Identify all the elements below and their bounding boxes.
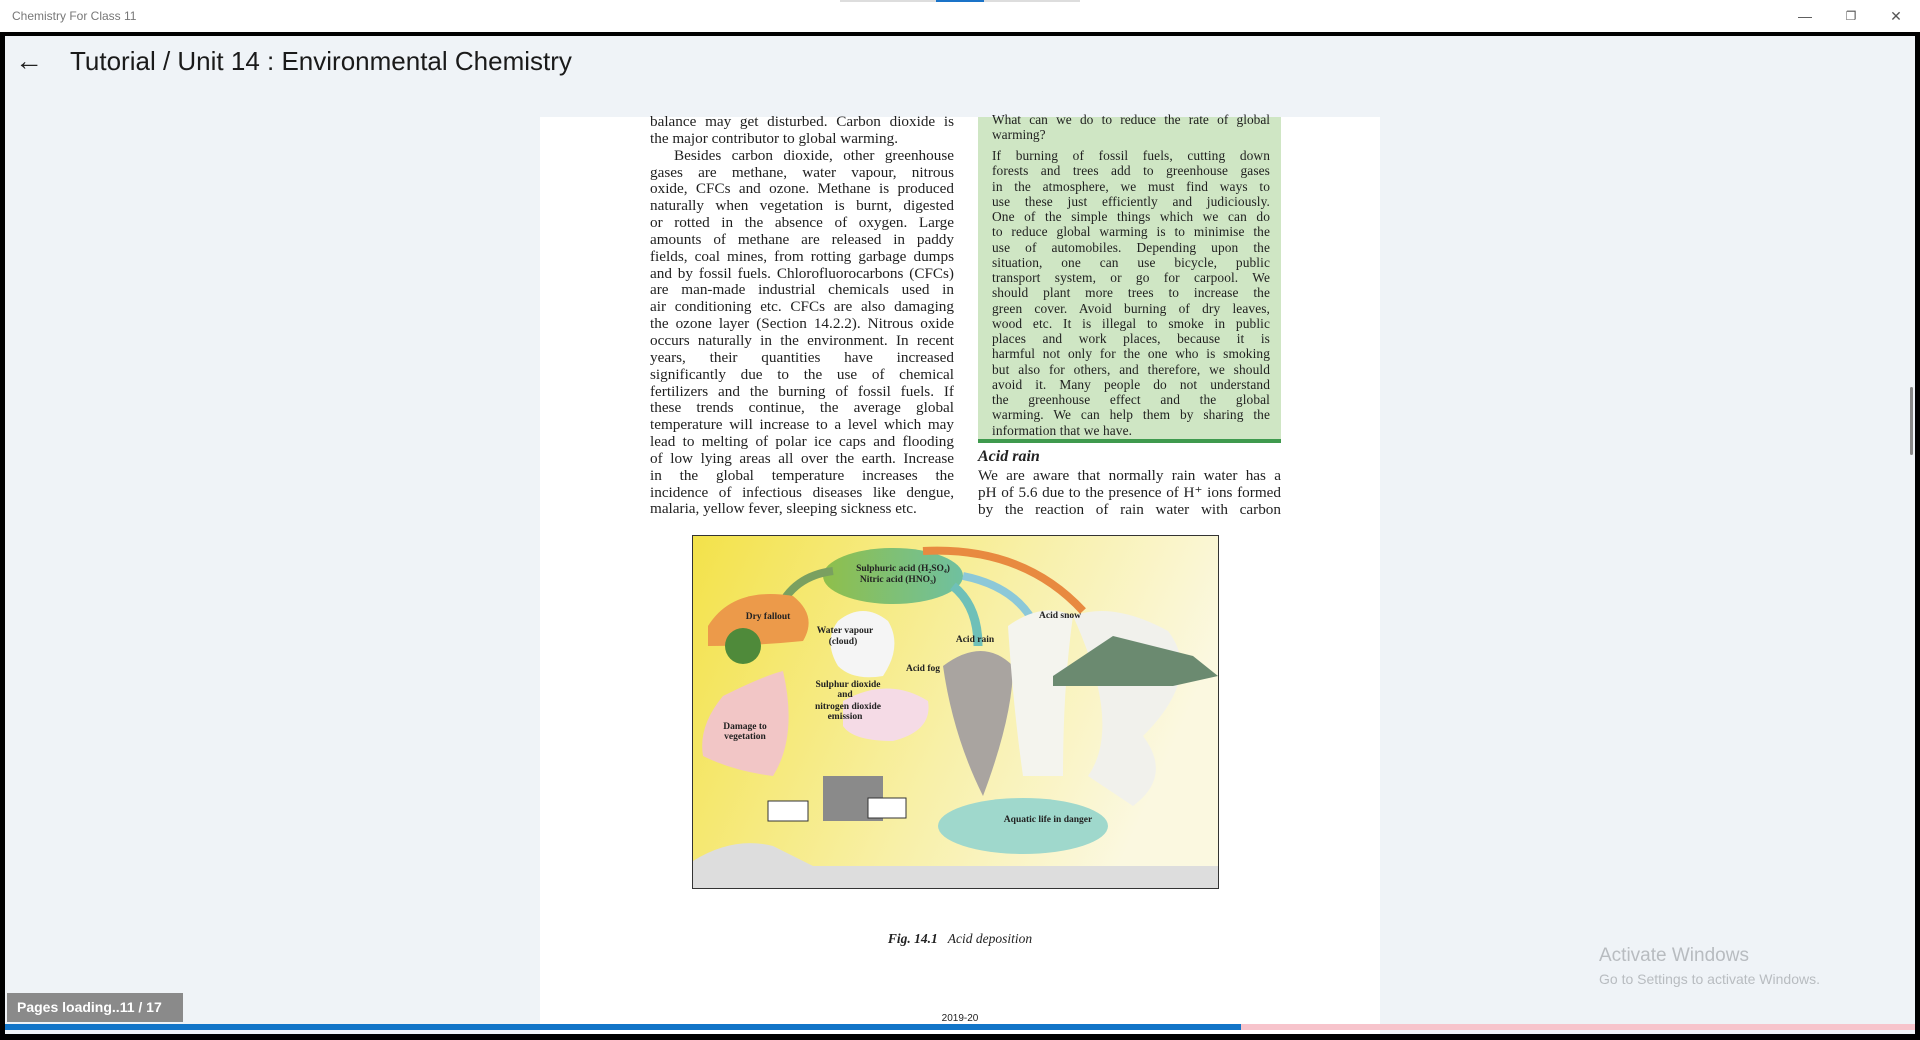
left-column-text (650, 114, 954, 518)
label-emission-1: Sulphur dioxide (815, 680, 881, 690)
text-line: information that we have. (992, 422, 1133, 438)
text-line: warming. We can help them by sharing the (992, 407, 1270, 423)
text-line: these trends continue, the average global (650, 400, 954, 417)
label-acid-snow: Acid snow (1039, 611, 1081, 621)
info-box-question (992, 112, 1270, 142)
text-line: forests and trees add to greenhouse gases (992, 163, 1270, 179)
label-emission-3: nitrogen dioxide (814, 702, 882, 712)
label-damage-1: Damage to (723, 722, 767, 732)
text-line: or rotted in the absence of oxygen. Large (650, 215, 954, 232)
truck-icon (868, 798, 906, 818)
text-line: in the atmosphere, we must find ways to (992, 178, 1270, 194)
text-line: significantly due to the use of chemical (650, 366, 954, 383)
text-line: wood etc. It is illegal to smoke in public (992, 315, 1270, 331)
text-line: of low lying areas all over the earth. Increase (650, 450, 954, 467)
acid-rain-text (978, 468, 1281, 519)
text-line: air conditioning etc. CFCs are also damaging (650, 299, 954, 316)
page-title: Tutorial / Unit 14 : Environmental Chemistry (70, 46, 572, 76)
pages-loading-badge: Pages loading..11 / 17 (7, 993, 183, 1022)
text-line: malaria, yellow fever, sleeping sickness etc. (650, 501, 917, 518)
text-line: If burning of fossil fuels, cutting down (992, 148, 1270, 163)
text-line: balance may get disturbed. Carbon dioxide is (650, 114, 954, 130)
text-line: are man-made industrial chemicals used in (650, 282, 954, 299)
text-line: We are aware that normally rain water has a (978, 468, 1281, 484)
label-acids-2: Nitric acid (HNO₃) (859, 575, 937, 585)
text-line: Besides carbon dioxide, other greenhouse (674, 147, 954, 164)
restore-button[interactable]: ❐ (1845, 9, 1857, 23)
loading-progress-bar (5, 1024, 1915, 1030)
minimize-button[interactable]: — (1798, 8, 1812, 24)
text-line: What can we do to reduce the rate of global (992, 112, 1270, 127)
text-line: green cover. Avoid burning of dry leaves, (992, 300, 1270, 316)
text-line: should plant more trees to increase the (992, 285, 1270, 301)
text-line: by the reaction of rain water with carbon (978, 501, 1281, 518)
text-line: to reduce global warming is to minimise the (992, 224, 1270, 240)
watermark-line-2: Go to Settings to activate Windows. (1599, 971, 1820, 987)
text-line: occurs naturally in the environment. In recent (650, 332, 954, 349)
label-emission-4: emission (827, 712, 863, 722)
text-line: incidence of infectious diseases like dengue, (650, 484, 954, 501)
water-body (938, 798, 1108, 854)
text-line: situation, one can use bicycle, public (992, 254, 1270, 270)
label-acid-fog: Acid fog (905, 664, 941, 674)
watermark-line-1: Activate Windows (1599, 945, 1749, 966)
text-line: naturally when vegetation is burnt, digested (650, 198, 954, 215)
section-heading: Acid rain (978, 448, 1040, 465)
label-dry-fallout: Dry fallout (745, 612, 791, 622)
text-line: transport system, or go for carpool. We (992, 270, 1270, 285)
text-line: amounts of methane are released in paddy (650, 231, 954, 248)
figure-caption (540, 931, 1380, 947)
text-line: fields, coal mines, from rotting garbage dumps (650, 248, 954, 265)
label-acid-rain: Acid rain (955, 635, 995, 645)
label-damage-2: vegetation (724, 732, 766, 742)
vertical-scrollbar[interactable] (1910, 387, 1913, 455)
back-arrow-icon[interactable]: ← (15, 45, 43, 76)
text-line: gases are methane, water vapour, nitrous (650, 164, 954, 181)
text-line: places and work places, because it is (992, 331, 1270, 346)
app-title: Chemistry For Class 11 (12, 9, 137, 23)
text-line: harmful not only for the one who is smoking (992, 346, 1270, 362)
caption-text: Acid deposition (947, 931, 1033, 946)
caption-number: Fig. 14.1 (887, 931, 938, 946)
label-water-vapour-2: (cloud) (828, 637, 858, 647)
text-line: avoid it. Many people do not understand (992, 376, 1270, 392)
text-line: years, their quantities have increased (650, 349, 954, 366)
activate-windows-watermark (1599, 945, 1820, 987)
text-line: the greenhouse effect and the global (992, 392, 1270, 407)
tab-indicator-active (936, 0, 984, 2)
label-water-vapour-1: Water vapour (816, 626, 874, 636)
close-button[interactable]: ✕ (1890, 8, 1902, 24)
text-line: warming? (992, 127, 1046, 142)
text-line: use these just efficiently and judiciously. (992, 193, 1270, 209)
label-acids-1: Sulphuric acid (H₂SO₄) (856, 564, 950, 574)
text-line: pH of 5.6 due to the presence of H⁺ ions formed (978, 484, 1281, 501)
text-line: oxide, CFCs and ozone. Methane is produced (650, 181, 954, 198)
text-line: in the global temperature increases the (650, 467, 954, 484)
info-box-text (992, 148, 1270, 438)
text-line: One of the simple things which we can do (992, 209, 1270, 224)
document-page (540, 112, 1380, 1034)
tree-icon (725, 628, 761, 664)
page-number: 2019-20 (941, 1013, 979, 1024)
progress-fill (5, 1024, 1241, 1030)
text-line: but also for others, and therefore, we should (992, 361, 1270, 377)
text-line: lead to melting of polar ice caps and flooding (650, 434, 954, 451)
acid-deposition-figure (692, 535, 1219, 889)
text-line: and by fossil fuels. Chlorofluorocarbons (CFCs) (650, 265, 954, 282)
label-aquatic: Aquatic life in danger (1003, 815, 1093, 825)
label-emission-2: and (837, 690, 853, 700)
title-bar (0, 0, 1920, 32)
text-line: temperature will increase to a level which may (650, 417, 954, 434)
text-line: use of automobiles. Depending upon the (992, 239, 1270, 255)
truck-icon (768, 801, 808, 821)
text-line: the ozone layer (Section 14.2.2). Nitrous oxide (650, 316, 954, 333)
text-line: fertilizers and the burning of fossil fuels. If (650, 383, 954, 400)
text-line: the major contributor to global warming. (650, 130, 899, 147)
app-client (5, 36, 1915, 1034)
